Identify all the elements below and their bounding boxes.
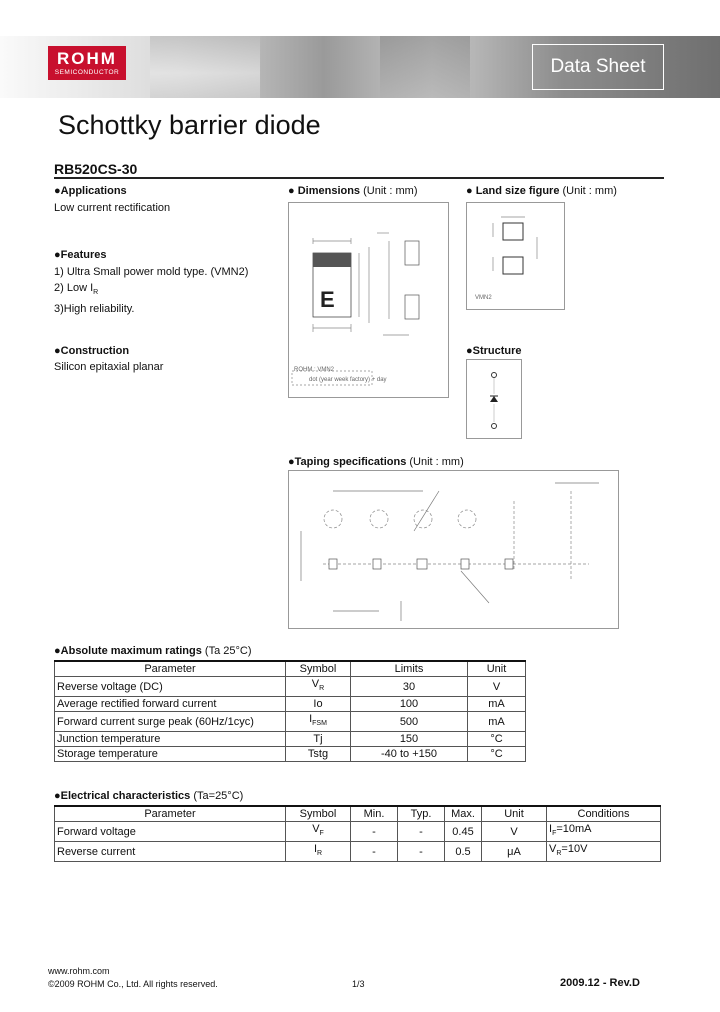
diode-symbol	[467, 360, 521, 438]
taping-heading: ●Taping specifications (Unit : mm)	[288, 456, 464, 468]
table-row: Junction temperature Tj 150 °C	[55, 732, 526, 747]
land-size-figure	[466, 202, 565, 310]
dimensions-figure	[288, 202, 449, 398]
land-pad	[503, 223, 523, 240]
doc-type-label: Data Sheet	[532, 44, 664, 90]
marking-pkg-label: ROHM : VMN2	[294, 367, 335, 373]
land-size-heading: ● Land size figure (Unit : mm)	[466, 185, 617, 197]
construction-text: Silicon epitaxial planar	[54, 361, 164, 373]
table-header-row: Parameter Symbol Min. Typ. Max. Unit Conditions	[55, 806, 661, 822]
features-list	[54, 264, 248, 317]
header-band	[150, 36, 260, 98]
feature-item: 2) Low $I_R$	[54, 282, 99, 297]
part-number: RB520CS-30	[54, 161, 138, 177]
table-row: Reverse voltage (DC) $V_R$ 30 V	[55, 677, 526, 697]
table-row: Average rectified forward current Io 100 mA	[55, 697, 526, 712]
abs-max-heading: ●Absolute maximum ratings (Ta 25°C)	[54, 645, 252, 657]
construction-heading: ●Construction	[54, 345, 130, 357]
date-revision: 2009.12 - Rev.D	[560, 977, 640, 989]
land-pkg-label: VMN2	[475, 295, 492, 301]
feature-item: 1) Ultra Small power mold type. (VMN2)	[54, 266, 249, 278]
taping-drawing	[289, 471, 618, 628]
land-size-drawing	[467, 203, 564, 309]
cathode-band	[313, 253, 351, 267]
footer-url[interactable]: www.rohm.com	[48, 966, 110, 976]
dimensions-heading: ● Dimensions (Unit : mm)	[288, 185, 418, 197]
features-heading: ●Features	[54, 249, 107, 261]
page-number: 1/3	[352, 979, 365, 989]
structure-heading: ●Structure	[466, 345, 522, 357]
marking-char: E	[320, 287, 335, 312]
feature-item: 3)High reliability.	[54, 303, 135, 316]
elec-table	[54, 805, 661, 862]
applications-heading: ●Applications	[54, 185, 127, 197]
taping-figure	[288, 470, 619, 629]
elec-heading: ●Electrical characteristics (Ta=25°C)	[54, 790, 244, 802]
header-band	[380, 36, 470, 98]
table-row: Reverse current $I_R$ - - 0.5 μA $V_R=10V$	[55, 842, 661, 862]
page-title: Schottky barrier diode	[58, 110, 321, 140]
dimensions-drawing	[289, 203, 448, 397]
table-header-row: Parameter Symbol Limits Unit	[55, 661, 526, 677]
table-row: Forward current surge peak (60Hz/1cyc) $I_{FSM}$ 500 mA	[55, 712, 526, 732]
table-row: Storage temperature Tstg -40 to +150 °C	[55, 747, 526, 762]
applications-text: Low current rectification	[54, 202, 171, 214]
table-row: Forward voltage $V_F$ - - 0.45 V $I_F=10mA$	[55, 822, 661, 842]
land-pad	[503, 257, 523, 274]
abs-max-table	[54, 660, 526, 762]
marking-note: dot (year week factory) + day	[309, 377, 387, 383]
structure-figure	[466, 359, 522, 439]
rohm-logo: ROHM SEMICONDUCTOR	[48, 46, 126, 80]
footer-copyright: ©2009 ROHM Co., Ltd. All rights reserved.	[48, 979, 218, 989]
title-rule	[54, 177, 664, 179]
